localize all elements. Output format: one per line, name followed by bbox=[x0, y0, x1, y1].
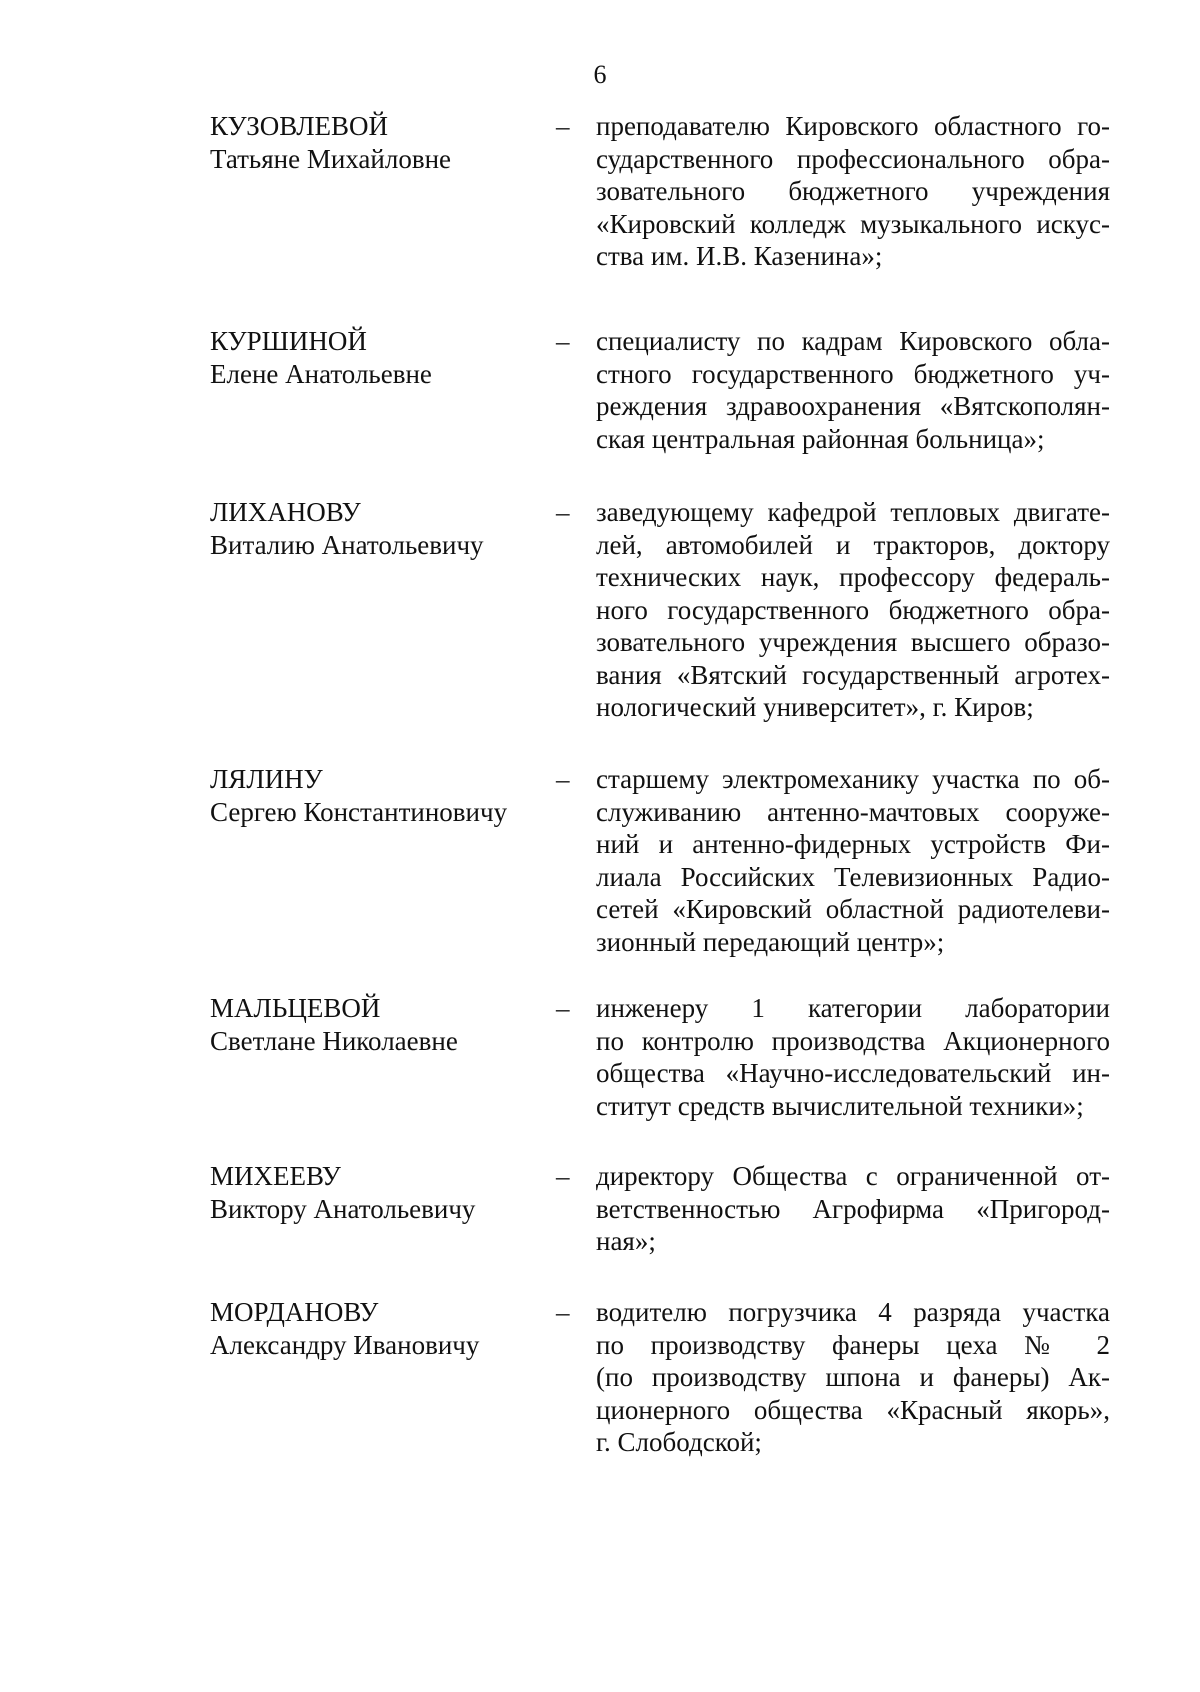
position-line: нологический университет», г. Киров; bbox=[596, 692, 1034, 722]
recipient-surname: КУЗОВЛЕВОЙ bbox=[210, 111, 389, 141]
recipient-given-names: Елене Анатольевне bbox=[210, 358, 432, 389]
position-line: реждения здравоохранения «Вятскополян- bbox=[596, 391, 1110, 421]
recipient-given-names: Виктору Анатольевичу bbox=[210, 1193, 476, 1224]
recipient-surname: ЛЯЛИНУ bbox=[210, 764, 323, 794]
recipient-position bbox=[596, 1296, 1110, 1459]
recipient-surname: МАЛЬЦЕВОЙ bbox=[210, 993, 381, 1023]
position-line: (по производству шпона и фанеры) Ак- bbox=[596, 1362, 1110, 1392]
recipient-name bbox=[210, 110, 540, 175]
recipient-name bbox=[210, 1160, 540, 1225]
recipient-position bbox=[596, 763, 1110, 958]
recipient-position bbox=[596, 496, 1110, 724]
position-line: водителю погрузчика 4 разряда участка bbox=[596, 1297, 1110, 1327]
position-line: по контролю производства Акционерного bbox=[596, 1025, 1110, 1056]
position-line: ний и антенно-фидерных устройств Фи- bbox=[596, 829, 1110, 859]
position-line: технических наук, профессору федераль- bbox=[596, 562, 1110, 592]
recipient-given-names: Виталию Анатольевичу bbox=[210, 529, 484, 560]
recipient-given-names: Сергею Константиновичу bbox=[210, 796, 508, 827]
position-line: лиала Российских Телевизионных Радио- bbox=[596, 861, 1110, 892]
separator-dash: – bbox=[556, 764, 570, 794]
position-line: инженеру 1 категории лаборатории bbox=[596, 993, 1110, 1023]
recipient-position bbox=[596, 110, 1110, 273]
separator-dash: – bbox=[556, 1161, 570, 1191]
separator-dash: – bbox=[556, 497, 570, 527]
recipient-surname: МИХЕЕВУ bbox=[210, 1161, 341, 1191]
position-line: ная»; bbox=[596, 1226, 656, 1256]
position-line: специалисту по кадрам Кировского обла- bbox=[596, 326, 1110, 356]
position-line: общества «Научно-исследовательский ин- bbox=[596, 1058, 1110, 1088]
position-line: ционерного общества «Красный якорь», bbox=[596, 1394, 1110, 1425]
position-line: зовательного учреждения высшего образо- bbox=[596, 627, 1110, 657]
recipient-name bbox=[210, 496, 540, 561]
separator-dash: – bbox=[556, 111, 570, 141]
recipient-position bbox=[596, 992, 1110, 1122]
recipient-surname: КУРШИНОЙ bbox=[210, 326, 367, 356]
position-line: «Кировский колледж музыкального искус- bbox=[596, 208, 1110, 239]
position-line: директору Общества с ограниченной от- bbox=[596, 1161, 1110, 1191]
position-line: преподавателю Кировского областного го- bbox=[596, 111, 1110, 141]
position-line: ская центральная районная больница»; bbox=[596, 423, 1045, 454]
recipient-surname: МОРДАНОВУ bbox=[210, 1297, 379, 1327]
page-number: 6 bbox=[593, 60, 607, 89]
position-line: лей, автомобилей и тракторов, доктору bbox=[596, 529, 1110, 560]
position-line: г. Слободской; bbox=[596, 1427, 762, 1457]
separator-dash: – bbox=[556, 993, 570, 1023]
position-line: ветственностью Агрофирма «Пригород- bbox=[596, 1193, 1110, 1224]
position-line: сударственного профессионального обра- bbox=[596, 143, 1110, 174]
position-line: сетей «Кировский областной радиотелеви- bbox=[596, 894, 1110, 924]
recipient-surname: ЛИХАНОВУ bbox=[210, 497, 361, 527]
recipient-name bbox=[210, 992, 540, 1057]
recipient-name bbox=[210, 1296, 540, 1361]
position-line: по производству фанеры цеха № 2 bbox=[596, 1329, 1110, 1360]
separator-dash: – bbox=[556, 1297, 570, 1327]
recipient-position bbox=[596, 325, 1110, 455]
position-line: стного государственного бюджетного уч- bbox=[596, 358, 1110, 389]
position-line: старшему электромеханику участка по об- bbox=[596, 764, 1110, 794]
recipient-given-names: Александру Ивановичу bbox=[210, 1329, 480, 1360]
position-line: заведующему кафедрой тепловых двигате- bbox=[596, 497, 1110, 527]
position-line: вания «Вятский государственный агротех- bbox=[596, 659, 1110, 690]
position-line: ного государственного бюджетного обра- bbox=[596, 594, 1110, 625]
recipient-position bbox=[596, 1160, 1110, 1258]
position-line: ститут средств вычислительной техники»; bbox=[596, 1090, 1084, 1121]
separator-dash: – bbox=[556, 326, 570, 356]
recipient-name bbox=[210, 325, 540, 390]
recipient-given-names: Татьяне Михайловне bbox=[210, 143, 452, 174]
recipient-given-names: Светлане Николаевне bbox=[210, 1025, 458, 1056]
position-line: служиванию антенно-мачтовых сооруже- bbox=[596, 796, 1110, 827]
position-line: зионный передающий центр»; bbox=[596, 926, 945, 957]
position-line: зовательного бюджетного учреждения bbox=[596, 176, 1110, 206]
recipient-name bbox=[210, 763, 540, 828]
position-line: ства им. И.В. Казенина»; bbox=[596, 241, 883, 271]
